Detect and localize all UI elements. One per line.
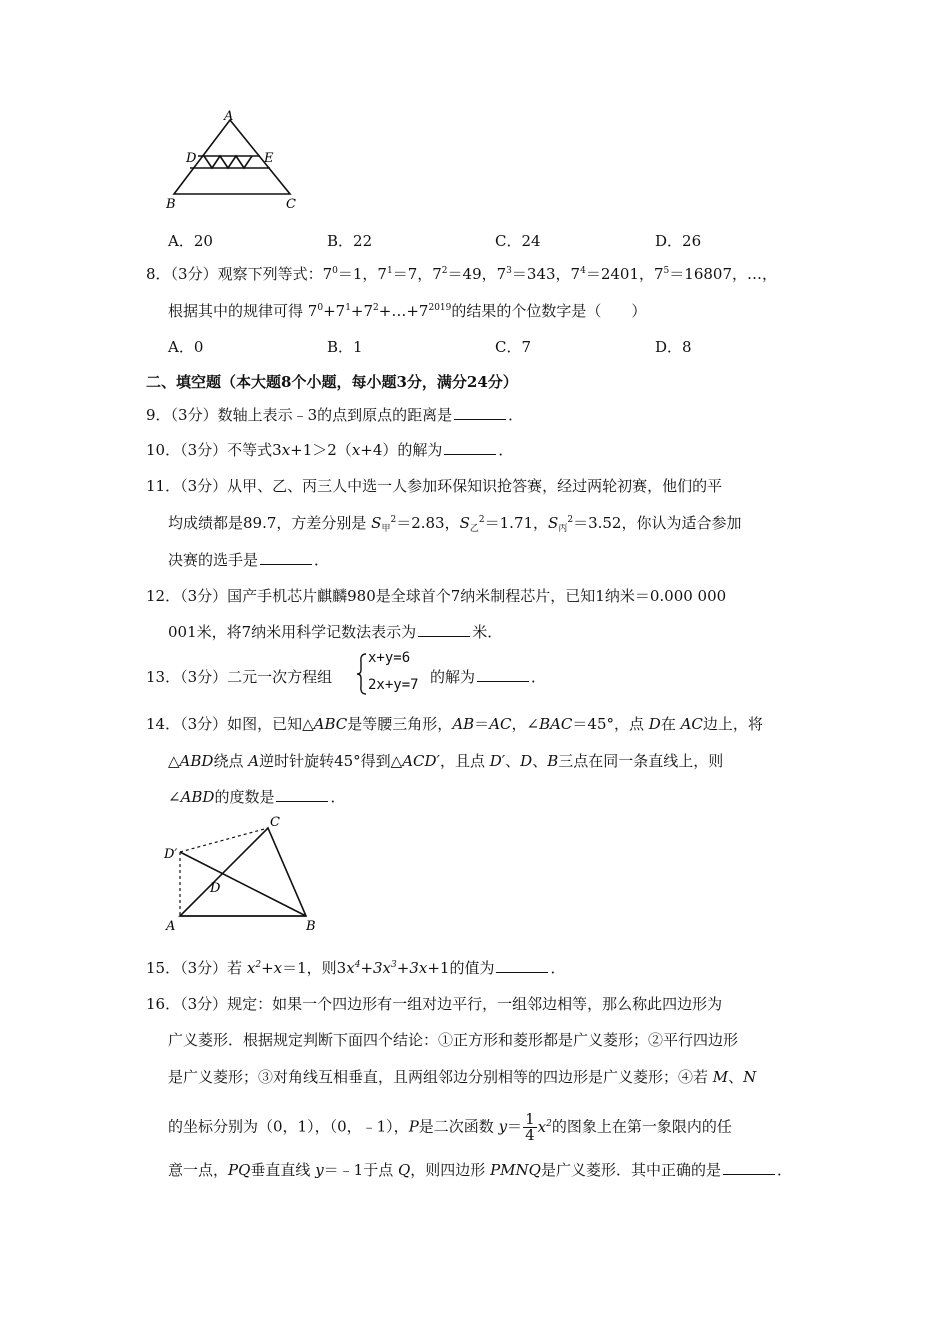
var: Q bbox=[397, 1161, 411, 1179]
q8-option-a: A．0 bbox=[168, 338, 204, 356]
t: 绕点 bbox=[213, 752, 249, 770]
t: ＝1，则3 bbox=[282, 959, 347, 977]
q11-text3: 决赛的选手是 bbox=[168, 551, 259, 569]
t: 边上，将 bbox=[702, 715, 763, 733]
var: P bbox=[408, 1117, 419, 1136]
var: BAC bbox=[539, 715, 573, 733]
sub-yi: 乙 bbox=[469, 524, 479, 534]
val1: ＝2.83， bbox=[396, 514, 460, 532]
val2: ＝1.71， bbox=[484, 514, 549, 532]
q16-line5 bbox=[168, 1159, 792, 1180]
q8-line2 bbox=[168, 300, 646, 321]
var: AC bbox=[489, 715, 512, 733]
q13-eq2: 2x+y=7 bbox=[368, 677, 419, 693]
q11-line1: 11．（3分）从甲、乙、丙三人中选一人参加环保知识抢答赛，经过两轮初赛，他们的平 bbox=[146, 477, 723, 495]
t: 三点在同一条直线上，则 bbox=[558, 752, 724, 770]
t: 的图象上在第一象限内的任 bbox=[551, 1117, 732, 1136]
t: +1的值为 bbox=[427, 959, 495, 977]
var: D′ bbox=[489, 752, 506, 770]
var: PMNQ bbox=[490, 1161, 541, 1179]
q13-eq1: x+y=6 bbox=[368, 650, 411, 666]
t: 意一点， bbox=[168, 1161, 229, 1179]
answer-blank[interactable] bbox=[418, 622, 470, 637]
q8-line1 bbox=[146, 263, 777, 284]
val3: ＝3.52，你认为适合参加 bbox=[573, 514, 742, 532]
denominator: 4 bbox=[525, 1126, 535, 1144]
q10-text: 10．（3分）不等式3 bbox=[146, 441, 282, 459]
answer-blank[interactable] bbox=[723, 1160, 775, 1175]
q14-line1 bbox=[146, 713, 763, 734]
t: 14．（3分）如图，已知△ bbox=[146, 715, 314, 733]
q12-end: 米． bbox=[472, 623, 503, 641]
q11-line3 bbox=[168, 549, 329, 570]
q13-text: 13．（3分）二元一次方程组 bbox=[146, 668, 333, 686]
q9-end: ． bbox=[508, 406, 524, 424]
triangle-figure-q7 bbox=[160, 108, 320, 216]
var: B bbox=[547, 752, 559, 770]
sub-jia: 甲 bbox=[381, 524, 391, 534]
q11-text: 均成绩都是89.7，方差分别是 bbox=[168, 514, 372, 532]
q14-line3 bbox=[168, 786, 346, 807]
q8-number: 8．（3分）观察下列等式： bbox=[146, 265, 323, 283]
label-E: E bbox=[264, 151, 274, 166]
answer-blank[interactable] bbox=[477, 667, 529, 682]
label-A: A bbox=[166, 919, 176, 934]
t: ，∠ bbox=[511, 715, 540, 733]
var-s: S bbox=[459, 514, 470, 532]
q13 bbox=[146, 666, 332, 687]
t: 的度数是 bbox=[214, 788, 275, 806]
t: ． bbox=[550, 959, 566, 977]
t: ． bbox=[330, 788, 346, 806]
expr: $x^2$ bbox=[537, 1117, 552, 1136]
q10 bbox=[146, 439, 513, 460]
var: AC bbox=[680, 715, 703, 733]
label-A: A bbox=[224, 109, 234, 124]
q8-text: 根据其中的规律可得 bbox=[168, 302, 308, 320]
q8-question: 的结果的个位数字是（ ） bbox=[451, 302, 647, 320]
t: ，则四边形 bbox=[410, 1161, 491, 1179]
q8-option-b: B．1 bbox=[327, 338, 363, 356]
q13-tail bbox=[430, 666, 546, 687]
q8-sum: $7^0+7^1+7^2+\dots+7^{2019}$ bbox=[307, 302, 452, 320]
q11-line2 bbox=[168, 512, 741, 533]
var: ACD′ bbox=[402, 752, 440, 770]
answer-blank[interactable] bbox=[496, 958, 548, 973]
label-B: B bbox=[306, 919, 316, 934]
q11-end: ． bbox=[314, 551, 330, 569]
t: 是广义菱形；③对角线互相垂直，且两组邻边分别相等的四边形是广义菱形；④若 bbox=[168, 1068, 713, 1086]
answer-blank[interactable] bbox=[444, 440, 496, 455]
t: ＝ bbox=[474, 715, 490, 733]
q16-line2: 广义菱形．根据规定判断下面四个结论：①正方形和菱形都是广义菱形；②平行四边形 bbox=[168, 1031, 739, 1049]
q7-option-c: C．24 bbox=[495, 232, 541, 250]
answer-blank[interactable] bbox=[454, 405, 506, 420]
q10-text2: +1＞2（ bbox=[290, 441, 352, 459]
q8-option-c: C．7 bbox=[495, 338, 532, 356]
q9-text: 9．（3分）数轴上表示﹣3的点到原点的距离是 bbox=[146, 406, 453, 424]
label-B: B bbox=[166, 197, 176, 212]
t: 在 bbox=[660, 715, 681, 733]
var-s: S bbox=[548, 514, 559, 532]
numerator: 1 bbox=[525, 1110, 535, 1128]
q16-line1: 16．（3分）规定：如果一个四边形有一组对边平行，一组邻边相等，那么称此四边形为 bbox=[146, 995, 723, 1013]
q7-option-b: B．22 bbox=[327, 232, 373, 250]
t: 、 bbox=[505, 752, 521, 770]
t: 、 bbox=[532, 752, 548, 770]
label-Dprime: D′ bbox=[164, 847, 178, 862]
var: PQ bbox=[228, 1161, 251, 1179]
var: ABD bbox=[179, 752, 214, 770]
label-D: D bbox=[210, 881, 221, 896]
t: ，且点 bbox=[439, 752, 490, 770]
t: 垂直直线 bbox=[250, 1161, 316, 1179]
q15 bbox=[146, 957, 565, 978]
t: △ bbox=[168, 752, 180, 770]
t: 是广义菱形．其中正确的是 bbox=[540, 1161, 721, 1179]
var: y bbox=[498, 1117, 508, 1136]
var: D bbox=[648, 715, 661, 733]
var: M bbox=[712, 1068, 729, 1086]
q13-text2: 的解为 bbox=[430, 668, 476, 686]
q9 bbox=[146, 404, 523, 425]
t: 、 bbox=[728, 1068, 744, 1086]
label-D: D bbox=[186, 151, 197, 166]
q14-line2 bbox=[168, 750, 723, 771]
var: N bbox=[743, 1068, 757, 1086]
label-C: C bbox=[270, 815, 280, 830]
sq: 2 bbox=[390, 515, 397, 525]
var: AB bbox=[452, 715, 475, 733]
q12-text: 001米，将7纳米用科学记数法表示为 bbox=[168, 623, 417, 641]
var: D bbox=[520, 752, 533, 770]
t: 是等腰三角形， bbox=[347, 715, 453, 733]
label-C: C bbox=[286, 197, 296, 212]
answer-blank[interactable] bbox=[276, 787, 328, 802]
t: ＝ bbox=[507, 1117, 523, 1136]
q8-equations: $7^0=1$，$7^1=7$，$7^2=49$，$7^3=343$，$7^4=2401$，$7^5=16807$，…， bbox=[322, 265, 777, 283]
t: ＝45°，点 bbox=[572, 715, 649, 733]
q7-option-a: A．20 bbox=[168, 232, 213, 250]
sq: 2 bbox=[478, 515, 485, 525]
t: ． bbox=[776, 1161, 792, 1179]
t: ＝﹣1于点 bbox=[323, 1161, 398, 1179]
q16-line4 bbox=[168, 1112, 732, 1143]
q13-end: ． bbox=[531, 668, 547, 686]
sub-bing: 丙 bbox=[558, 524, 568, 534]
q7-option-d: D．26 bbox=[655, 232, 702, 250]
brace-icon bbox=[356, 652, 368, 696]
var-x: x bbox=[351, 441, 361, 459]
q10-end: ． bbox=[498, 441, 514, 459]
var: ABC bbox=[313, 715, 348, 733]
var-x: x bbox=[281, 441, 291, 459]
var-s: S bbox=[371, 514, 382, 532]
q12-line2 bbox=[168, 621, 502, 642]
sq: 2 bbox=[567, 515, 574, 525]
t: 是二次函数 bbox=[418, 1117, 499, 1136]
section-title: 二、填空题（本大题8个小题，每小题3分，满分24分） bbox=[146, 373, 518, 391]
t: 15．（3分）若 bbox=[146, 959, 247, 977]
q8-option-d: D．8 bbox=[655, 338, 692, 356]
triangle-figure-q14 bbox=[158, 812, 328, 938]
t: 的坐标分别为（0，1），（0，﹣1）， bbox=[168, 1117, 409, 1136]
var: ABD bbox=[180, 788, 215, 806]
expr: $x^4+3x^3+3x$ bbox=[346, 959, 428, 977]
t: ∠ bbox=[168, 788, 181, 806]
q16-line3 bbox=[168, 1066, 756, 1087]
expr: $x^2+x$ bbox=[246, 959, 283, 977]
answer-blank[interactable] bbox=[260, 550, 312, 565]
q12-line1: 12．（3分）国产手机芯片麒麟980是全球首个7纳米制程芯片，已知1纳米＝0.000 000 bbox=[146, 587, 727, 605]
q10-text3: +4）的解为 bbox=[360, 441, 443, 459]
fraction bbox=[523, 1112, 537, 1143]
var: y bbox=[315, 1161, 324, 1179]
var: A bbox=[248, 752, 260, 770]
t: 逆时针旋转45°得到△ bbox=[259, 752, 403, 770]
